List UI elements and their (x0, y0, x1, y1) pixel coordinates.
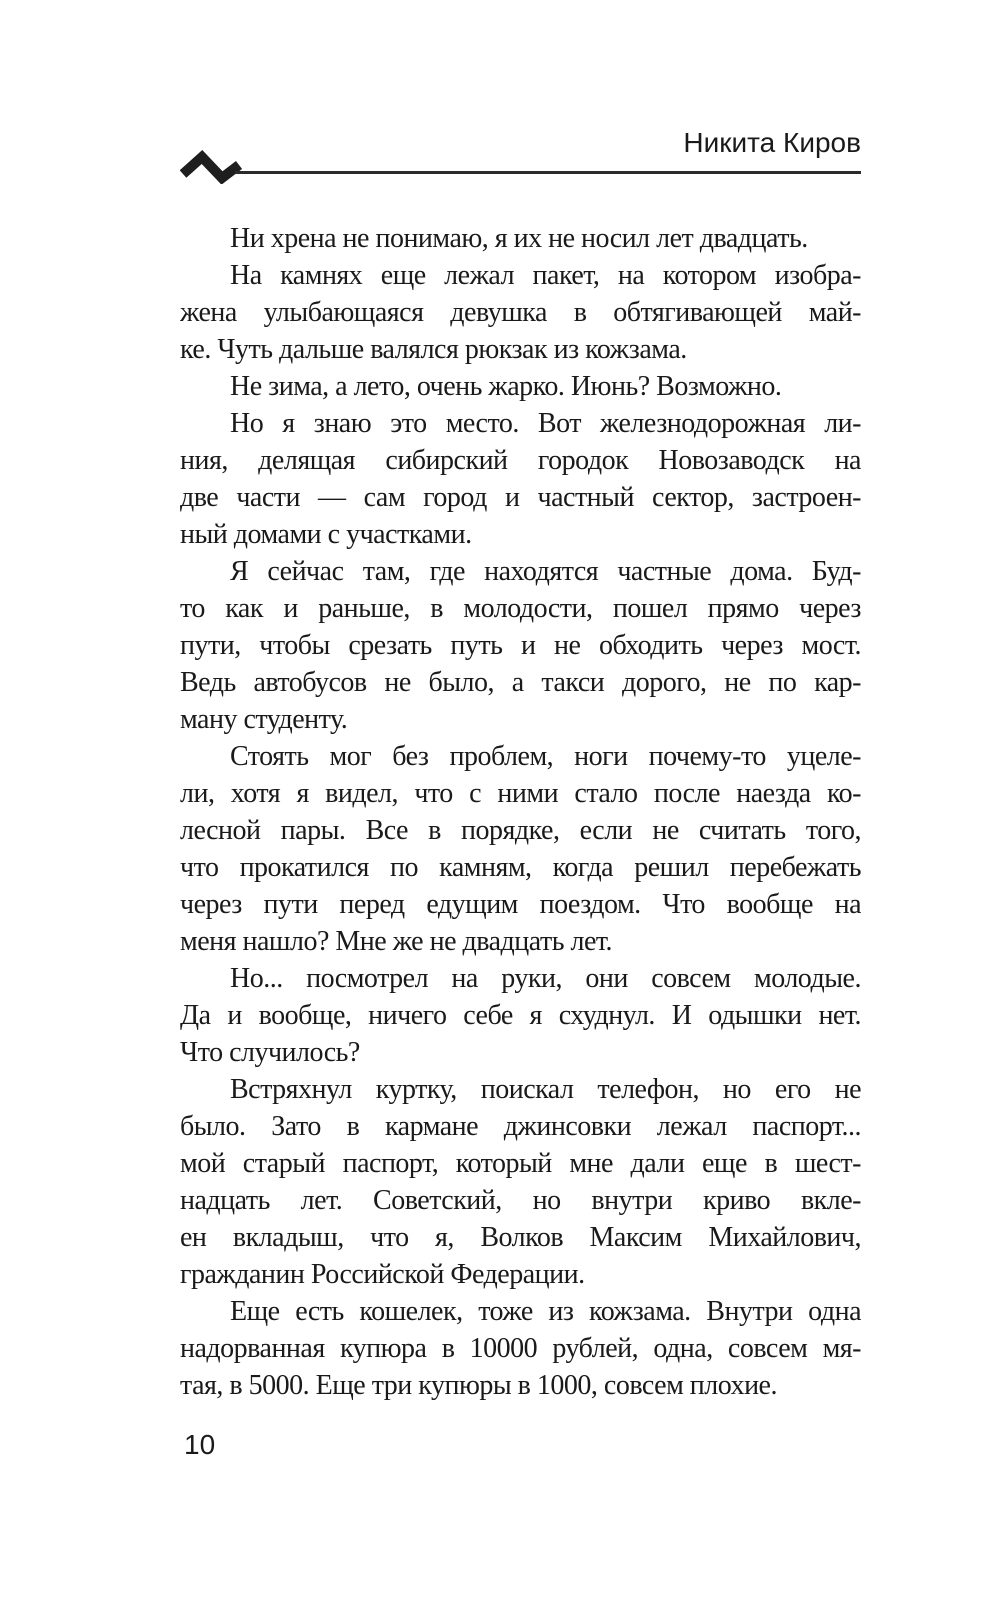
body-line: Да и вообще, ничего себе я схуднул. И одышки нет. (180, 1000, 861, 1031)
body-line: что прокатился по камням, когда решил перебежать (180, 852, 861, 883)
body-line: тая, в 5000. Еще три купюры в 1000, совсем плохие. (180, 1370, 777, 1401)
body-line: надорванная купюра в 10000 рублей, одна, совсем мя- (180, 1333, 861, 1364)
page-number: 10 (184, 1429, 216, 1460)
body-line: жена улыбающаяся девушка в обтягивающей май- (180, 297, 861, 328)
body-line: надцать лет. Советский, но внутри криво вкле- (180, 1185, 861, 1216)
body-line: ный домами с участками. (180, 519, 472, 550)
body-line: ке. Чуть дальше валялся рюкзак из кожзама. (180, 334, 687, 365)
body-line: Не зима, а лето, очень жарко. Июнь? Возможно. (230, 371, 782, 402)
body-line: Ведь автобусов не было, а такси дорого, не по кар- (180, 667, 861, 698)
body-line: Ни хрена не понимаю, я их не носил лет двадцать. (230, 223, 808, 254)
body-line: Еще есть кошелек, тоже из кожзама. Внутри одна (230, 1296, 861, 1327)
body-line: ния, делящая сибирский городок Новозаводск на (180, 445, 861, 476)
body-line: лесной пары. Все в порядке, если не считать того, (180, 815, 861, 846)
zigzag-ornament-icon (180, 146, 242, 184)
body-line: мой старый паспорт, который мне дали еще в шест- (180, 1148, 861, 1179)
body-line: На камнях еще лежал пакет, на котором изобра- (230, 260, 861, 291)
body-line: Стоять мог без проблем, ноги почему-то уцеле- (230, 741, 861, 772)
body-line: гражданин Российской Федерации. (180, 1259, 585, 1290)
body-line: ен вкладыш, что я, Волков Максим Михайлович, (180, 1222, 861, 1253)
body-line: то как и раньше, в молодости, пошел прямо через (180, 593, 861, 624)
body-line: ли, хотя я видел, что с ними стало после наезда ко- (180, 778, 861, 809)
body-line: меня нашло? Мне же не двадцать лет. (180, 926, 613, 957)
header-rule-row (180, 146, 861, 190)
body-line: через пути перед едущим поездом. Что вообще на (180, 889, 861, 920)
header-rule-line (235, 171, 861, 174)
body-line: Но... посмотрел на руки, они совсем молодые. (230, 963, 861, 994)
body-line: две части — сам город и частный сектор, застроен- (180, 482, 861, 513)
running-head-author: Никита Киров (683, 127, 861, 158)
body-line: было. Зато в кармане джинсовки лежал паспорт... (180, 1111, 861, 1142)
body-line: Но я знаю это место. Вот железнодорожная ли- (230, 408, 861, 439)
body-line: Я сейчас там, где находятся частные дома. Буд- (230, 556, 861, 587)
body-line: Встряхнул куртку, поискал телефон, но его не (230, 1074, 861, 1105)
page-body-text (180, 220, 861, 1404)
body-line: пути, чтобы срезать путь и не обходить через мост. (180, 630, 861, 661)
body-line: Что случилось? (180, 1037, 360, 1068)
body-line: ману студенту. (180, 704, 348, 735)
